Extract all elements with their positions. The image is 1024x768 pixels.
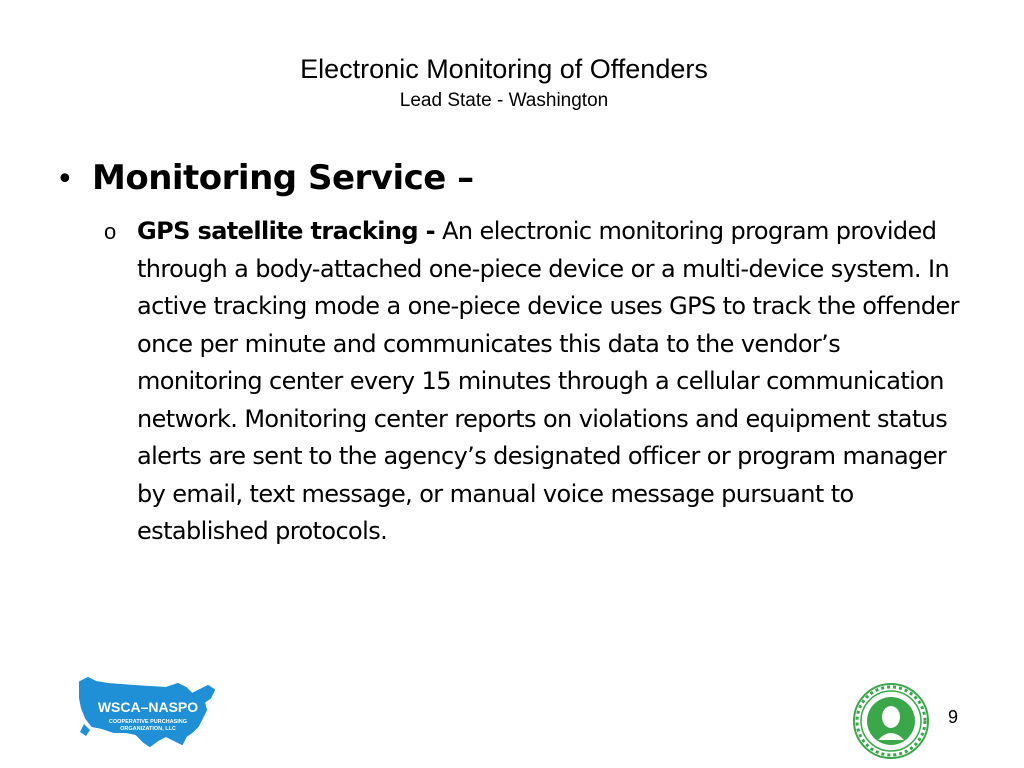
sub-bullet-marker: o bbox=[104, 219, 117, 244]
sub-bullet-lead: GPS satellite tracking - bbox=[137, 217, 436, 245]
bullet-marker: • bbox=[56, 162, 74, 197]
washington-seal-icon bbox=[852, 682, 930, 760]
bullet-heading: Monitoring Service – bbox=[92, 158, 474, 198]
sub-bullet-description: An electronic monitoring program provided through a body-attached one-piece device or a multi-device system. In active tracking mode a one-piece device uses GPS to track the offender once per minute and communicates this data to the vendor’s monitoring center every 15 minutes through a cellular communication network. Monitoring center reports on violations and equipment status alerts are sent to the agency’s designated officer or program manager by email, text message, or manual voice message pursuant to established protocols. bbox=[137, 217, 959, 545]
logo-line-3: ORGANIZATION, LLC bbox=[120, 726, 176, 732]
slide-subtitle: Lead State - Washington bbox=[399, 90, 609, 111]
sub-bullet-text bbox=[137, 213, 967, 551]
logo-line-2: COOPERATIVE PURCHASING bbox=[108, 719, 188, 725]
page-number: 9 bbox=[948, 707, 959, 727]
slide-title: Electronic Monitoring of Offenders bbox=[300, 54, 708, 84]
logo-title: WSCA–NASPO bbox=[97, 699, 199, 715]
wsca-naspo-logo bbox=[74, 674, 222, 754]
